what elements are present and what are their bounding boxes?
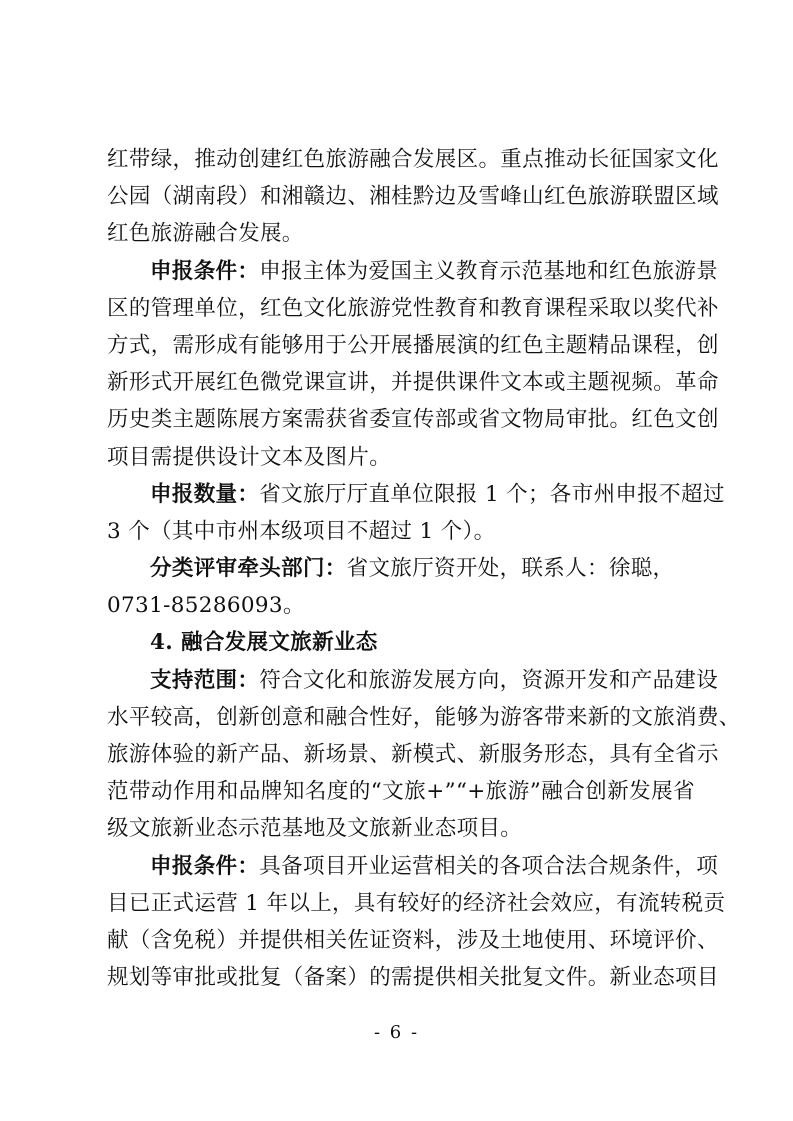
body-line — [107, 587, 695, 624]
line-text: 新形式开展红色微党课宣讲，并提供课件文本或主题视频。革命 — [107, 370, 719, 396]
line-text: 级文旅新业态示范基地及文旅新业态项目。 — [107, 816, 523, 842]
line-text: 申报主体为爱国主义教育示范基地和红色旅游景 — [259, 258, 719, 284]
body-line — [107, 439, 695, 476]
section-label: 申报条件： — [150, 258, 260, 284]
section-label: 申报数量： — [150, 481, 260, 507]
paragraph-start-line — [107, 848, 719, 885]
section-label: 分类评审牵头部门： — [150, 556, 347, 582]
body-line — [107, 810, 695, 847]
line-text: 规划等审批或批复（备案）的需提供相关批复文件。新业态项目 — [107, 965, 719, 991]
section-heading — [107, 624, 695, 661]
body-line — [107, 959, 719, 996]
line-text: 项目需提供设计文本及图片。 — [107, 444, 392, 470]
body-line — [107, 922, 719, 959]
line-text: 献（含免税）并提供相关佐证资料，涉及土地使用、环境评价、 — [107, 927, 719, 953]
body-line — [107, 513, 695, 550]
line-text: 公园（湖南段）和湘赣边、湘桂黔边及雪峰山红色旅游联盟区域 — [107, 184, 719, 210]
line-text: 目已正式运营 1 年以上，具有较好的经济社会效应，有流转税贡 — [107, 890, 726, 916]
line-text: 范带动作用和品牌知名度的“文旅+”“+旅游”融合创新发展省 — [107, 779, 695, 805]
body-line — [107, 141, 719, 178]
line-text: 区的管理单位，红色文化旅游党性教育和教育课程采取以奖代补 — [107, 295, 719, 321]
section-heading-text: 4. 融合发展文旅新业态 — [150, 630, 378, 656]
line-text: 0731-85286093。 — [107, 593, 305, 619]
line-text: 方式，需形成有能够用于公开展播展演的红色主题精品课程，创 — [107, 332, 719, 358]
body-line — [107, 401, 719, 438]
line-text: 符合文化和旅游发展方向，资源开发和产品建设 — [259, 667, 719, 693]
line-text: 历史类主题陈展方案需获省委宣传部或省文物局审批。红色文创 — [107, 407, 719, 433]
line-text: 水平较高，创新创意和融合性好，能够为游客带来新的文旅消费、 — [107, 704, 741, 730]
line-text: 省文旅厅资开处，联系人：徐聪， — [346, 556, 675, 582]
paragraph-start-line — [107, 476, 725, 513]
paragraph-start-line — [107, 253, 719, 290]
line-text: 红色旅游融合发展。 — [107, 221, 304, 247]
document-body — [107, 141, 741, 996]
body-line — [107, 178, 719, 215]
section-label: 申报条件： — [150, 853, 260, 879]
line-text: 省文旅厅厅直单位限报 1 个；各市州申报不超过 — [259, 481, 725, 507]
section-label: 支持范围： — [150, 667, 260, 693]
body-line — [107, 364, 719, 401]
body-line — [107, 327, 719, 364]
body-line — [107, 773, 695, 810]
body-line — [107, 699, 741, 736]
body-line — [107, 736, 719, 773]
body-line — [107, 885, 726, 922]
body-line — [107, 290, 719, 327]
line-text: 3 个（其中市州本级项目不超过 1 个）。 — [107, 518, 496, 544]
line-text: 红带绿，推动创建红色旅游融合发展区。重点推动长征国家文化 — [107, 147, 719, 172]
body-line — [107, 215, 695, 252]
paragraph-start-line — [107, 662, 719, 699]
line-text: 旅游体验的新产品、新场景、新模式、新服务形态，具有全省示 — [107, 742, 719, 767]
line-text: 具备项目开业运营相关的各项合法合规条件，项 — [259, 853, 719, 879]
page-number: - 6 - — [373, 1022, 420, 1043]
paragraph-start-line — [107, 550, 695, 587]
